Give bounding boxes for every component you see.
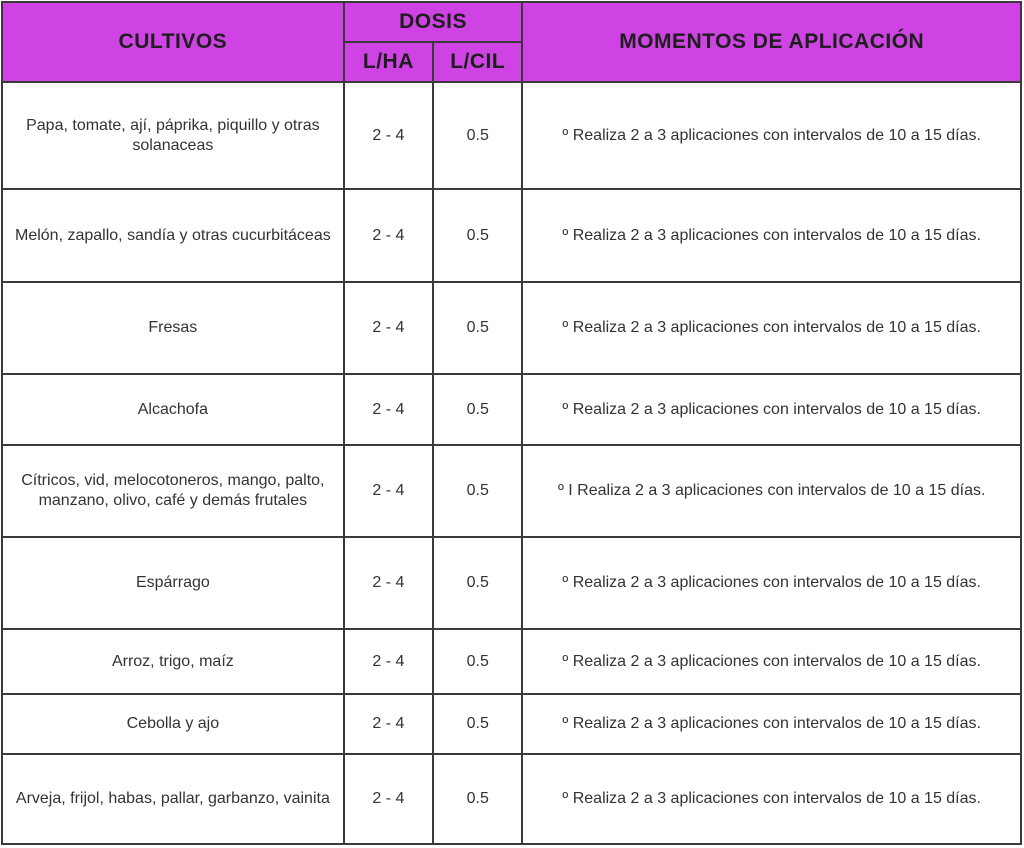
dose-ha-cell: 2 - 4 bbox=[344, 189, 433, 282]
dose-ha-cell: 2 - 4 bbox=[344, 445, 433, 537]
moment-cell: º Realiza 2 a 3 aplicaciones con intervalos de 10 a 15 días. bbox=[522, 374, 1021, 445]
dose-cil-cell: 0.5 bbox=[433, 754, 522, 844]
header-dose-ha: L/HA bbox=[344, 42, 433, 82]
moment-cell: º Realiza 2 a 3 aplicaciones con intervalos de 10 a 15 días. bbox=[522, 694, 1021, 754]
crop-cell: Alcachofa bbox=[2, 374, 344, 445]
dose-ha-cell: 2 - 4 bbox=[344, 754, 433, 844]
crop-cell: Cítricos, vid, melocotoneros, mango, palto, manzano, olivo, café y demás frutales bbox=[2, 445, 344, 537]
crop-cell: Arveja, frijol, habas, pallar, garbanzo, vainita bbox=[2, 754, 344, 844]
header-crops: CULTIVOS bbox=[2, 2, 344, 82]
dose-ha-cell: 2 - 4 bbox=[344, 82, 433, 189]
table-header bbox=[2, 2, 1021, 82]
crop-cell: Fresas bbox=[2, 282, 344, 374]
header-dose-cil: L/CIL bbox=[433, 42, 522, 82]
moment-cell: º Realiza 2 a 3 aplicaciones con intervalos de 10 a 15 días. bbox=[522, 537, 1021, 629]
table-row bbox=[2, 445, 1021, 537]
table-row bbox=[2, 694, 1021, 754]
crop-cell: Espárrago bbox=[2, 537, 344, 629]
dose-cil-cell: 0.5 bbox=[433, 374, 522, 445]
table-row bbox=[2, 537, 1021, 629]
dose-cil-cell: 0.5 bbox=[433, 189, 522, 282]
table-row bbox=[2, 754, 1021, 844]
moment-cell: º Realiza 2 a 3 aplicaciones con intervalos de 10 a 15 días. bbox=[522, 754, 1021, 844]
moment-cell: º I Realiza 2 a 3 aplicaciones con intervalos de 10 a 15 días. bbox=[522, 445, 1021, 537]
dose-ha-cell: 2 - 4 bbox=[344, 282, 433, 374]
table-row bbox=[2, 189, 1021, 282]
dose-cil-cell: 0.5 bbox=[433, 282, 522, 374]
dose-ha-cell: 2 - 4 bbox=[344, 694, 433, 754]
table-row bbox=[2, 282, 1021, 374]
table-row bbox=[2, 82, 1021, 189]
dosage-table bbox=[1, 1, 1022, 845]
moment-cell: º Realiza 2 a 3 aplicaciones con intervalos de 10 a 15 días. bbox=[522, 282, 1021, 374]
crop-cell: Melón, zapallo, sandía y otras cucurbitáceas bbox=[2, 189, 344, 282]
crop-cell: Arroz, trigo, maíz bbox=[2, 629, 344, 694]
dose-cil-cell: 0.5 bbox=[433, 537, 522, 629]
moment-cell: º Realiza 2 a 3 aplicaciones con intervalos de 10 a 15 días. bbox=[522, 629, 1021, 694]
moment-cell: º Realiza 2 a 3 aplicaciones con intervalos de 10 a 15 días. bbox=[522, 82, 1021, 189]
dose-ha-cell: 2 - 4 bbox=[344, 374, 433, 445]
dose-cil-cell: 0.5 bbox=[433, 694, 522, 754]
header-moments: MOMENTOS DE APLICACIÓN bbox=[522, 2, 1021, 82]
dose-cil-cell: 0.5 bbox=[433, 82, 522, 189]
dose-ha-cell: 2 - 4 bbox=[344, 537, 433, 629]
moment-cell: º Realiza 2 a 3 aplicaciones con intervalos de 10 a 15 días. bbox=[522, 189, 1021, 282]
dose-ha-cell: 2 - 4 bbox=[344, 629, 433, 694]
dose-cil-cell: 0.5 bbox=[433, 445, 522, 537]
dose-cil-cell: 0.5 bbox=[433, 629, 522, 694]
crop-cell: Cebolla y ajo bbox=[2, 694, 344, 754]
crop-cell: Papa, tomate, ají, páprika, piquillo y otras solanaceas bbox=[2, 82, 344, 189]
table-row bbox=[2, 374, 1021, 445]
header-dose: DOSIS bbox=[344, 2, 523, 42]
table-row bbox=[2, 629, 1021, 694]
table-body bbox=[2, 82, 1021, 844]
